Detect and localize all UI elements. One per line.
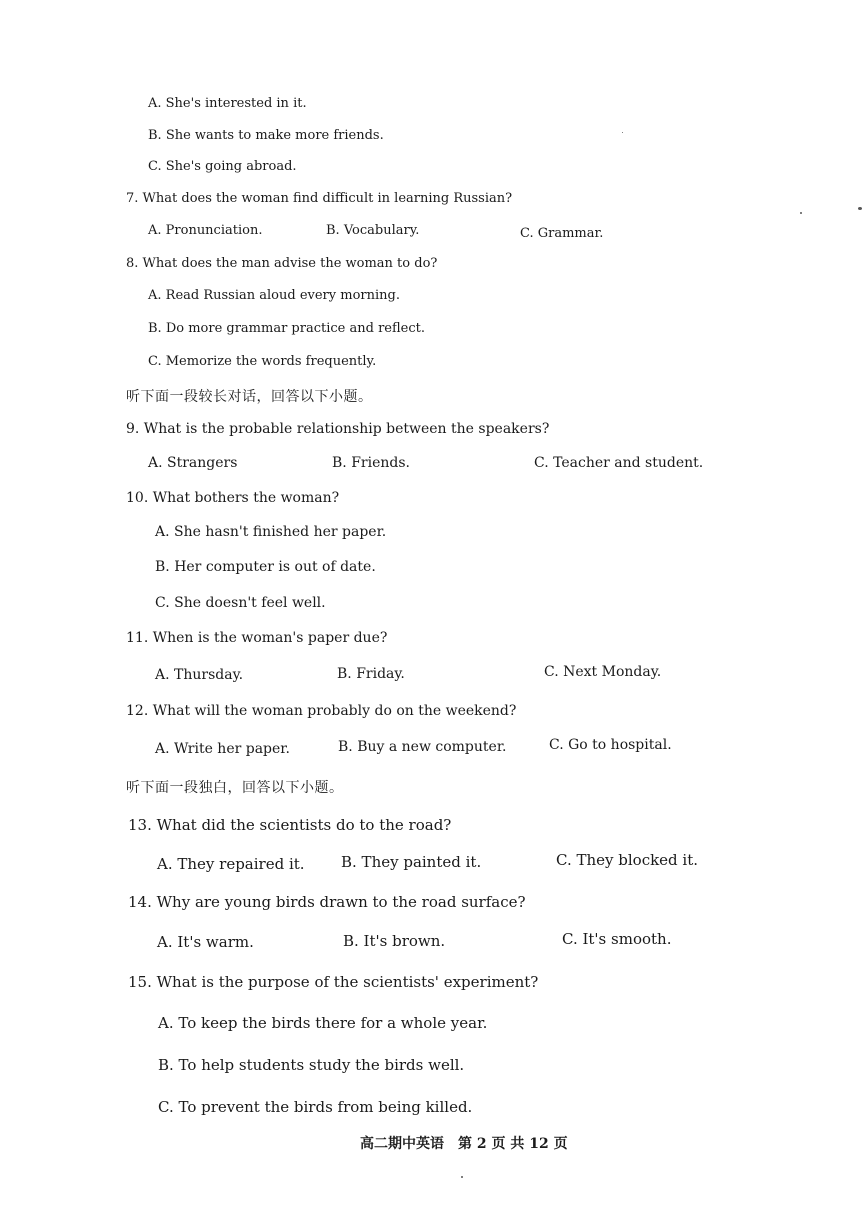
q6-option-a: A. She's interested in it. [148, 96, 307, 111]
q9-option-a: A. Strangers [148, 455, 238, 471]
q11-question: 11. When is the woman's paper due? [126, 630, 388, 646]
q14-option-c: C. It's smooth. [562, 930, 672, 948]
q11-option-b: B. Friday. [337, 666, 405, 682]
q10-option-a: A. She hasn't finished her paper. [155, 524, 387, 540]
page-footer: 高二期中英语 第 2 页 共 12 页 [360, 1136, 568, 1152]
q14-question: 14. Why are young birds drawn to the road surface? [128, 893, 526, 911]
q8-option-a: A. Read Russian aloud every morning. [148, 288, 400, 303]
section-heading-long-dialogue: 听下面一段较长对话，回答以下小题。 [126, 389, 373, 405]
q14-option-b: B. It's brown. [343, 932, 446, 950]
scan-speck [461, 1176, 463, 1178]
q7-option-b: B. Vocabulary. [326, 223, 420, 238]
q15-question: 15. What is the purpose of the scientists' experiment? [128, 973, 539, 991]
section-heading-monologue: 听下面一段独白，回答以下小题。 [126, 780, 344, 796]
q10-option-c: C. She doesn't feel well. [155, 595, 326, 611]
q12-option-b: B. Buy a new computer. [338, 739, 507, 755]
scan-speck [622, 132, 623, 133]
q10-question: 10. What bothers the woman? [126, 490, 340, 506]
q6-option-c: C. She's going abroad. [148, 159, 297, 174]
q11-option-a: A. Thursday. [155, 667, 244, 683]
q7-option-a: A. Pronunciation. [148, 223, 263, 238]
q13-option-a: A. They repaired it. [157, 855, 305, 873]
q8-option-b: B. Do more grammar practice and reflect. [148, 321, 425, 336]
q9-option-c: C. Teacher and student. [534, 455, 704, 471]
q11-option-c: C. Next Monday. [544, 664, 662, 680]
q8-question: 8. What does the man advise the woman to do? [126, 256, 438, 271]
q7-option-c: C. Grammar. [520, 226, 604, 241]
q12-option-c: C. Go to hospital. [549, 737, 672, 753]
scan-speck [800, 212, 802, 214]
q13-option-b: B. They painted it. [341, 853, 482, 871]
q14-option-a: A. It's warm. [157, 933, 254, 951]
q6-option-b: B. She wants to make more friends. [148, 128, 384, 143]
q15-option-a: A. To keep the birds there for a whole year. [158, 1014, 488, 1032]
q9-question: 9. What is the probable relationship between the speakers? [126, 421, 550, 437]
q15-option-b: B. To help students study the birds well. [158, 1056, 465, 1074]
q13-option-c: C. They blocked it. [556, 851, 699, 869]
scan-speck [858, 207, 862, 210]
q7-question: 7. What does the woman find difficult in learning Russian? [126, 191, 513, 206]
q9-option-b: B. Friends. [332, 455, 410, 471]
q12-option-a: A. Write her paper. [155, 741, 290, 757]
q12-question: 12. What will the woman probably do on the weekend? [126, 703, 517, 719]
q8-option-c: C. Memorize the words frequently. [148, 354, 377, 369]
q13-question: 13. What did the scientists do to the road? [128, 816, 452, 834]
q10-option-b: B. Her computer is out of date. [155, 559, 376, 575]
q15-option-c: C. To prevent the birds from being killed. [158, 1098, 473, 1116]
